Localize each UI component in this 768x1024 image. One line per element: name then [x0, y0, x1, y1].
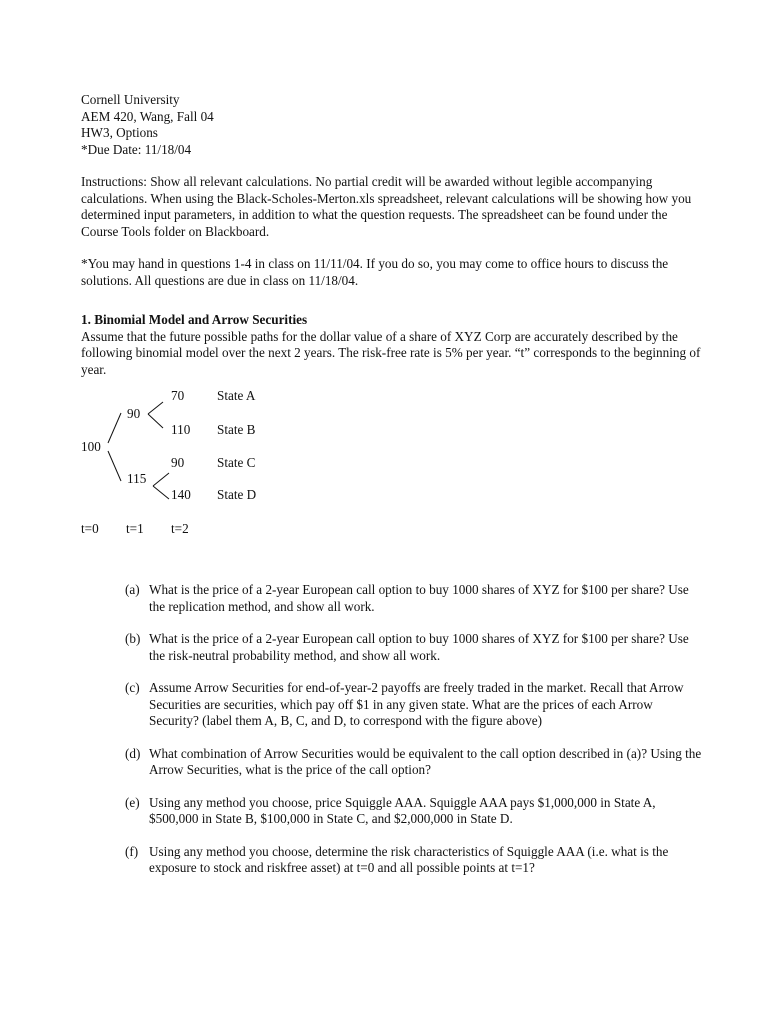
- branch-root-down: [108, 451, 121, 481]
- binomial-tree: [81, 388, 701, 551]
- node-leaf-d: 140: [171, 487, 191, 502]
- instructions-paragraph: Instructions: Show all relevant calculations. No partial credit will be awarded without legible accompanying calculations. When using the Black-Scholes-Merton.xls spreadsheet, relevant calculations will be showing how you determined input parameters, in addition to what the question requests. The spreadsheet can be found under the Course Tools folder on Blackboard.: [81, 174, 692, 239]
- question-text: What combination of Arrow Securities would be equivalent to the call option described in (a)? Using the Arrow Securities, what is the price of the call option?: [149, 745, 702, 777]
- section-title: 1. Binomial Model and Arrow Securities: [81, 312, 308, 327]
- node-leaf-c: 90: [171, 455, 185, 470]
- document-body: [81, 92, 701, 551]
- node-leaf-a: 70: [171, 388, 185, 403]
- question-label: (a): [125, 582, 140, 597]
- node-leaf-b: 110: [171, 422, 191, 437]
- state-a-label: State A: [217, 388, 256, 403]
- header-block: [81, 92, 701, 158]
- question-text: What is the price of a 2-year European call option to buy 1000 shares of XYZ for $100 per share? Use the risk-neutral probability method, and show all work.: [149, 631, 689, 663]
- branch-down-d: [153, 486, 169, 499]
- node-root: 100: [81, 439, 101, 454]
- branch-up-a: [148, 402, 163, 414]
- branch-down-c: [153, 473, 169, 486]
- hand-in-note: *You may hand in questions 1-4 in class on 11/11/04. If you do so, you may come to office hours to discuss the solutions. All questions are due in class on 11/18/04.: [81, 256, 669, 288]
- question-label: (b): [125, 631, 141, 646]
- branch-root-up: [108, 413, 121, 443]
- question-text: Using any method you choose, determine the risk characteristics of Squiggle AAA (i.e. what is the exposure to stock and riskfree asset) at t=0 and all possible points at t=1?: [149, 843, 669, 875]
- node-down: 115: [127, 471, 147, 486]
- time-label-t1: t=1: [126, 521, 144, 536]
- question-list: [125, 582, 705, 893]
- question-label: (e): [125, 794, 140, 810]
- question-label: (d): [125, 745, 141, 761]
- question-c: [125, 680, 705, 730]
- question-a: [125, 582, 705, 615]
- question-label: (f): [125, 843, 139, 859]
- course-info: AEM 420, Wang, Fall 04: [81, 108, 214, 124]
- question-d: [125, 746, 705, 779]
- question-text: Using any method you choose, price Squiggle AAA. Squiggle AAA pays $1,000,000 in State A, $500,000 in State B, $100,000 in State C, and $2,000,000 in State D.: [149, 794, 656, 826]
- state-b-label: State B: [217, 422, 256, 437]
- state-d-label: State D: [217, 487, 257, 502]
- question-e: [125, 795, 705, 828]
- question-f: [125, 844, 705, 877]
- assignment-title: HW3, Options: [81, 125, 158, 140]
- branch-up-b: [148, 414, 163, 428]
- institution-name: Cornell University: [81, 92, 180, 107]
- question-b: [125, 631, 705, 664]
- time-label-t2: t=2: [171, 521, 189, 536]
- question-label: (c): [125, 680, 140, 695]
- state-c-label: State C: [217, 455, 256, 470]
- section-intro: Assume that the future possible paths for the dollar value of a share of XYZ Corp are accurately described by the following binomial model over the next 2 years. The risk-free rate is 5% per year. “t” corresponds to the beginning of year.: [81, 328, 701, 377]
- question-text: What is the price of a 2-year European call option to buy 1000 shares of XYZ for $100 per share? Use the replication method, and show all work.: [149, 582, 689, 614]
- node-up: 90: [127, 406, 141, 421]
- question-text: Assume Arrow Securities for end-of-year-2 payoffs are freely traded in the market. Recall that Arrow Securities are securities, which pay off $1 in any given state. What are the prices of each Arrow Security? (label them A, B, C, and D, to correspond with the figure above): [149, 680, 684, 728]
- due-date: *Due Date: 11/18/04: [81, 141, 192, 157]
- time-label-t0: t=0: [81, 521, 99, 536]
